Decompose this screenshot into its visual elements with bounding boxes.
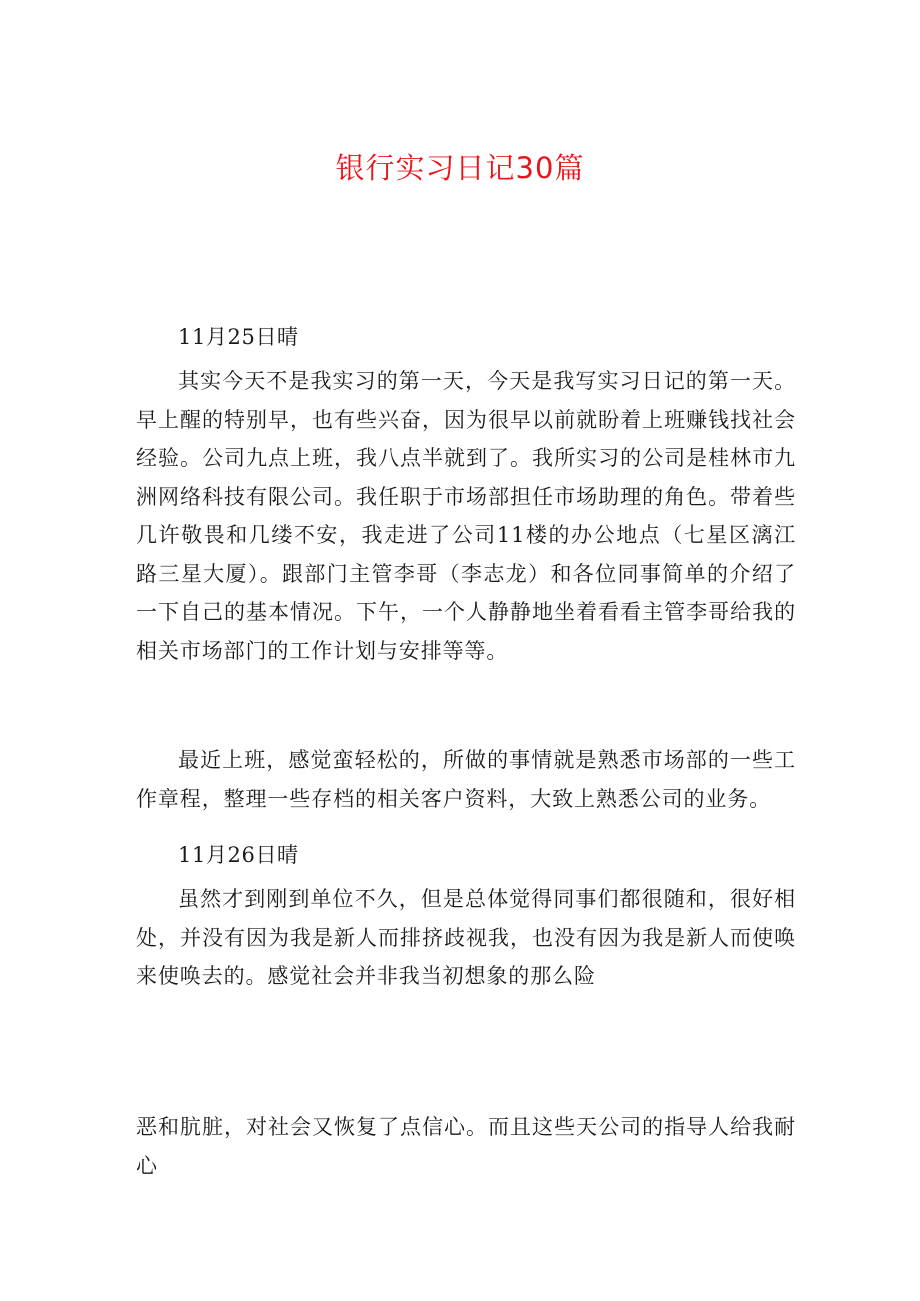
entry-paragraph: 最近上班，感觉蛮轻松的，所做的事情就是熟悉市场部的一些工作章程，整理一些存档的相关客户资料，大致上熟悉公司的业务。 bbox=[136, 748, 796, 811]
continuation-paragraph: 恶和肮脏，对社会又恢复了点信心。而且这些天公司的指导人给我耐心 bbox=[136, 1115, 796, 1178]
entry-paragraph: 其实今天不是我实习的第一天，今天是我写实习日记的第一天。早上醒的特别早，也有些兴奋，因为很早以前就盼着上班赚钱找社会经验。公司九点上班，我八点半就到了。我所实习的公司是桂林市九洲网络科技有限公司。我任职于市场部担任市场助理的角色。带着些几许敬畏和几缕不安，我走进了公司11楼的办公地点（七星区漓江路三星大厦）。跟部门主管李哥（李志龙）和各位同事简单的介绍了一下自己的基本情况。下午，一个人静静地坐着看看主管李哥给我的相关市场部门的工作计划与安排等等。 bbox=[136, 369, 796, 663]
entry-date: 11月25日晴 bbox=[178, 325, 299, 349]
page-title: 银行实习日记30篇 bbox=[335, 151, 585, 185]
entry-paragraph: 虽然才到刚到单位不久，但是总体觉得同事们都很随和，很好相处，并没有因为我是新人而排挤歧视我，也没有因为我是新人而使唤来使唤去的。感觉社会并非我当初想象的那么险 bbox=[136, 887, 796, 988]
entry-date: 11月26日晴 bbox=[178, 843, 299, 867]
